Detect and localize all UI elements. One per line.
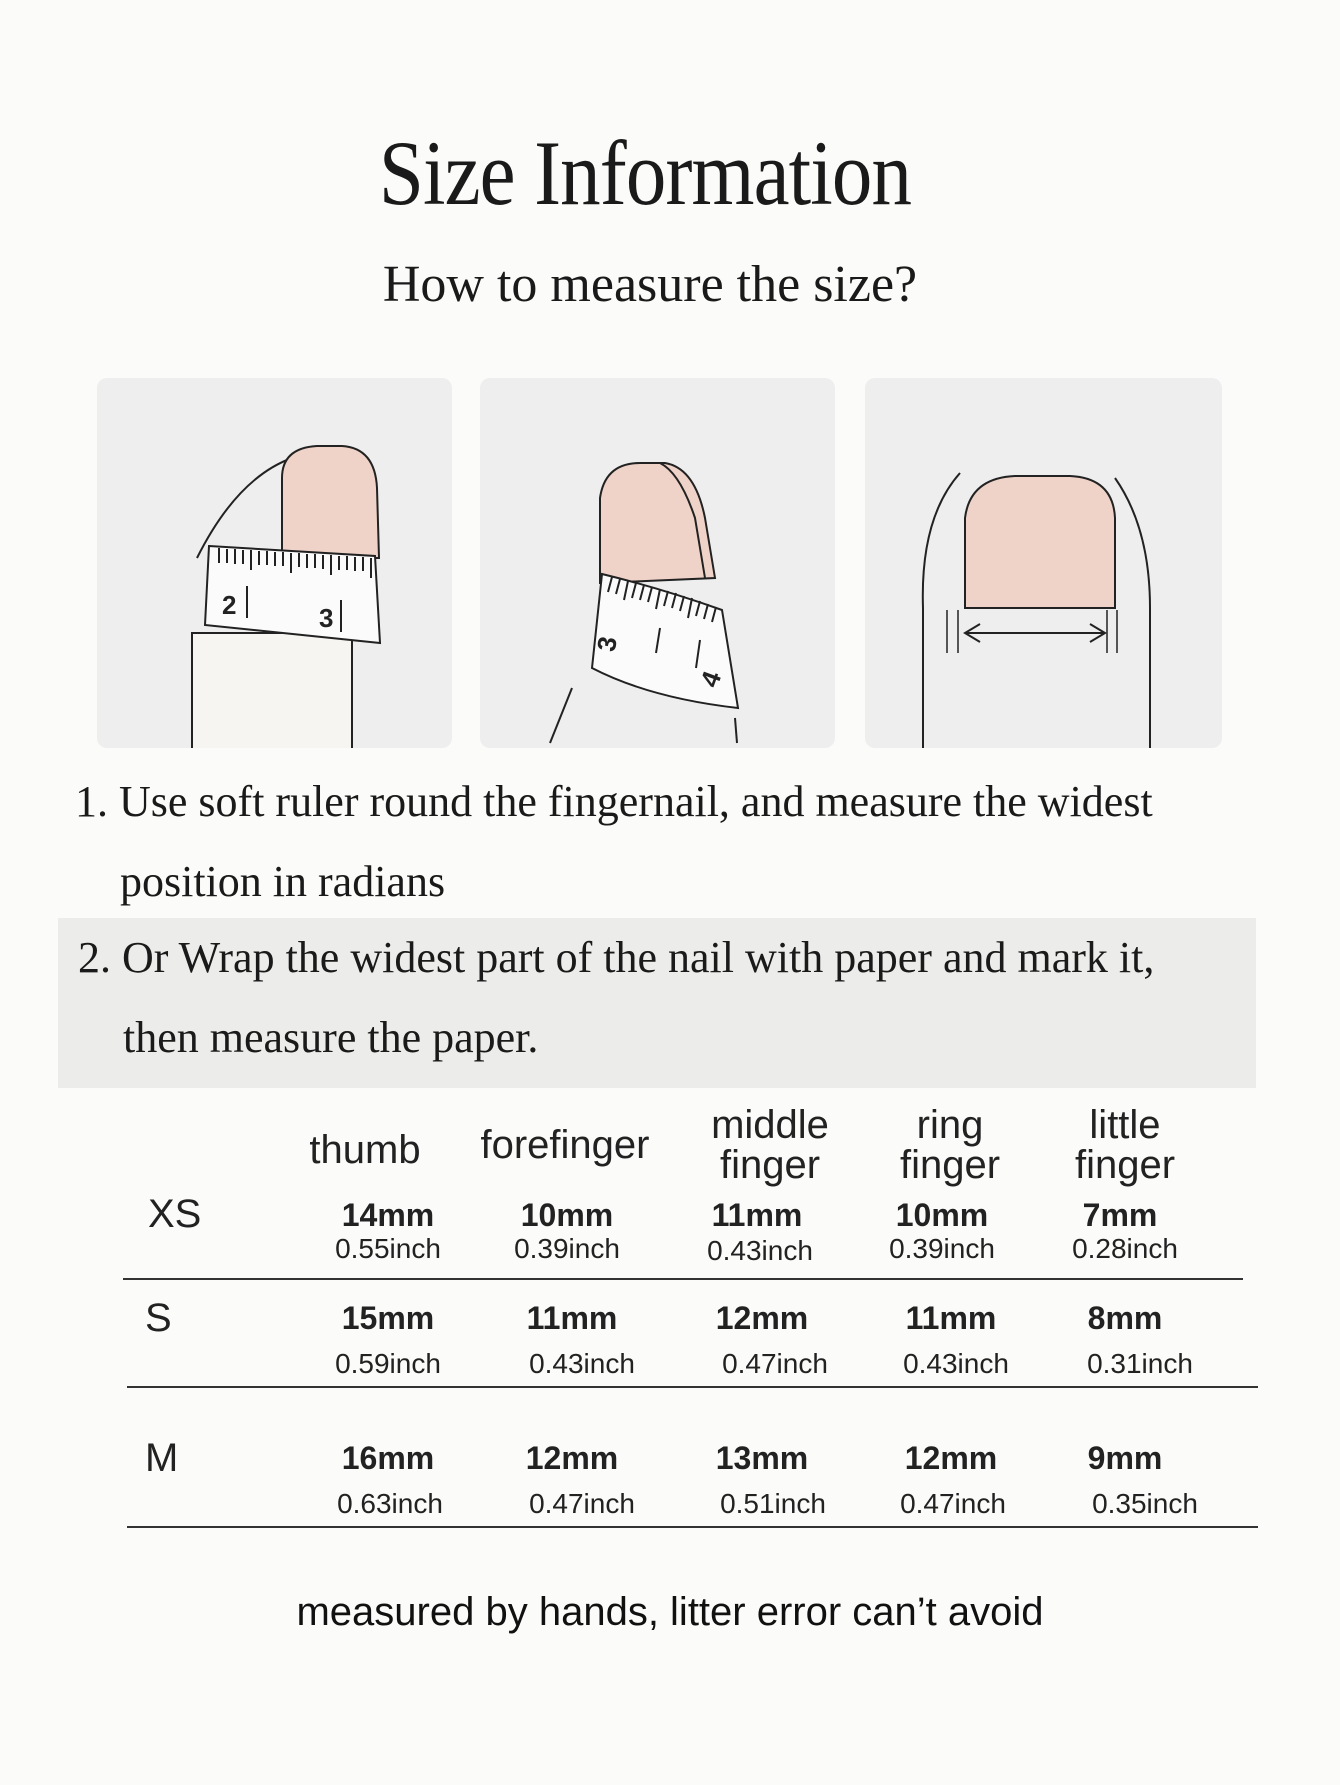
size-label-m: M (145, 1436, 179, 1480)
instruction-step-1 (75, 762, 1275, 922)
ruler-number: 2 (222, 590, 237, 620)
illustration-ruler-side (97, 378, 452, 748)
finger-ruler-illustration (97, 378, 452, 748)
s-middle-mm: 12mm (715, 1300, 809, 1336)
s-forefinger-mm: 11mm (526, 1300, 618, 1336)
xs-ring-inch: 0.39inch (889, 1233, 995, 1264)
illustration-width-arrow (865, 378, 1222, 748)
m-forefinger-mm: 12mm (525, 1440, 619, 1476)
nail-width-illustration (865, 378, 1222, 748)
page-subtitle: How to measure the size? (382, 256, 918, 313)
xs-little-mm: 7mm (1082, 1197, 1158, 1233)
illustration-ruler-angled (480, 378, 835, 748)
s-thumb-mm: 15mm (341, 1300, 435, 1336)
xs-little-inch: 0.28inch (1072, 1233, 1178, 1264)
page-title: Size Information (378, 122, 912, 224)
ruler-number: 4 (694, 667, 728, 691)
xs-forefinger-mm: 10mm (520, 1197, 614, 1233)
m-ring-inch: 0.47inch (900, 1488, 1006, 1519)
column-header-ring-finger: ring finger (899, 1103, 1001, 1187)
xs-thumb-mm: 14mm (341, 1197, 435, 1233)
m-little-inch: 0.35inch (1092, 1488, 1198, 1519)
step-1-line-2: position in radians (120, 857, 446, 906)
m-middle-inch: 0.51inch (720, 1488, 826, 1519)
xs-middle-inch: 0.43inch (707, 1235, 813, 1266)
s-thumb-inch: 0.59inch (335, 1348, 441, 1379)
s-ring-inch: 0.43inch (903, 1348, 1009, 1379)
xs-ring-mm: 10mm (895, 1197, 989, 1233)
size-label-s: S (145, 1296, 172, 1340)
m-thumb-inch: 0.63inch (337, 1488, 443, 1519)
m-little-mm: 9mm (1087, 1440, 1163, 1476)
column-header-thumb: thumb (309, 1128, 421, 1172)
xs-forefinger-inch: 0.39inch (514, 1233, 620, 1264)
finger-ruler-angled-illustration (480, 378, 835, 748)
row-divider (127, 1386, 1258, 1388)
ruler-number: 3 (590, 634, 623, 654)
s-ring-mm: 11mm (905, 1300, 997, 1336)
instruction-step-2 (78, 918, 1258, 1078)
m-forefinger-inch: 0.47inch (529, 1488, 635, 1519)
m-thumb-mm: 16mm (341, 1440, 435, 1476)
row-divider (127, 1526, 1258, 1528)
column-header-forefinger: forefinger (480, 1123, 650, 1167)
step-2-line-1: 2. Or Wrap the widest part of the nail with paper and mark it, (78, 933, 1155, 982)
size-label-xs: XS (148, 1192, 202, 1236)
ruler-number: 3 (319, 603, 334, 633)
footer-note: measured by hands, litter error can’t avoid (296, 1590, 1044, 1634)
s-little-mm: 8mm (1087, 1300, 1163, 1336)
s-little-inch: 0.31inch (1087, 1348, 1193, 1379)
column-header-little-finger: little finger (1074, 1103, 1176, 1187)
m-ring-mm: 12mm (904, 1440, 998, 1476)
xs-thumb-inch: 0.55inch (335, 1233, 441, 1264)
step-1-line-1: 1. Use soft ruler round the fingernail, and measure the widest (75, 777, 1153, 826)
s-middle-inch: 0.47inch (722, 1348, 828, 1379)
s-forefinger-inch: 0.43inch (529, 1348, 635, 1379)
column-header-middle-finger: middle finger (711, 1103, 829, 1187)
m-middle-mm: 13mm (715, 1440, 809, 1476)
xs-middle-mm: 11mm (711, 1197, 803, 1233)
step-2-line-2: then measure the paper. (123, 1013, 539, 1062)
row-divider (123, 1278, 1243, 1280)
